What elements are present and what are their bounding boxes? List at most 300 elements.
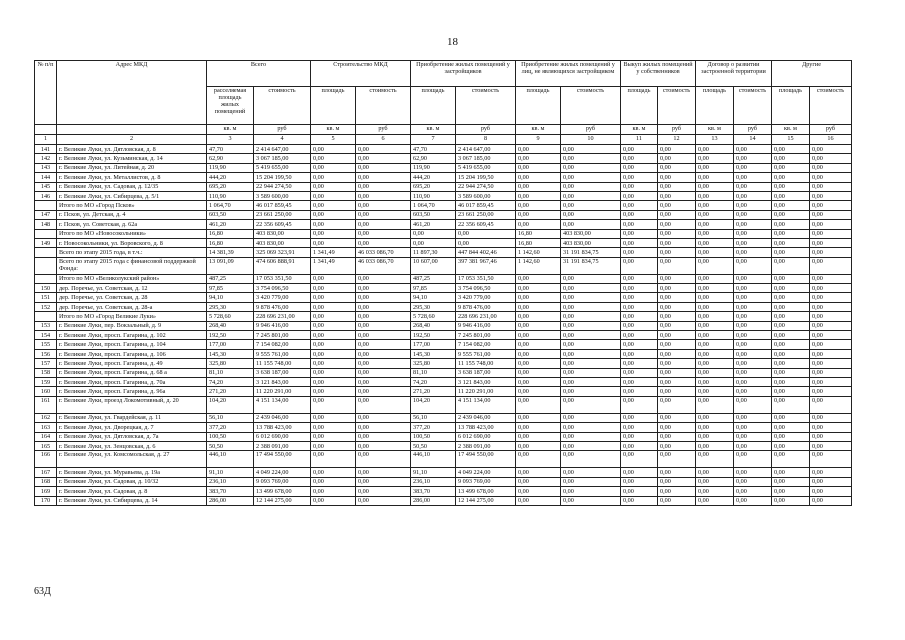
row-value: 16,80: [207, 238, 254, 247]
row-value: 0,00: [810, 302, 852, 311]
row-address: г. Великие Луки, ул. Дятловская, д. 8: [57, 145, 207, 154]
subheader-cost: стоимость: [456, 87, 516, 125]
row-value: 2 439 046,00: [456, 413, 516, 422]
row-number: 160: [35, 387, 57, 396]
row-value: 0,00: [696, 487, 734, 496]
row-number: 141: [35, 145, 57, 154]
row-value: 22 356 609,45: [254, 220, 311, 229]
subheader-area: площадь: [311, 87, 356, 125]
row-value: 0,00: [356, 487, 411, 496]
row-value: 0,00: [311, 377, 356, 386]
row-value: 0,00: [658, 359, 696, 368]
row-address: г. Великие Луки, просп. Гагарина, д. 104: [57, 340, 207, 349]
row-value: 0,00: [696, 248, 734, 257]
row-value: 0,00: [621, 248, 658, 257]
row-value: 0,00: [356, 321, 411, 330]
subheader-cost: стоимость: [356, 87, 411, 125]
row-value: 4 049 224,00: [254, 468, 311, 477]
table-row: [35, 496, 852, 505]
row-value: 7 154 082,00: [456, 340, 516, 349]
row-value: 0,00: [772, 321, 810, 330]
table-row: [35, 413, 852, 422]
row-value: 145,30: [411, 349, 456, 358]
unit-sqm: кв. м: [516, 125, 561, 135]
row-value: 11 220 291,00: [456, 387, 516, 396]
row-value: 0,00: [696, 477, 734, 486]
table-row: [35, 229, 852, 238]
row-address: г. Великие Луки, просп. Гагарина, д. 49: [57, 359, 207, 368]
unit-sqm: кв. м: [696, 125, 734, 135]
row-value: 0,00: [456, 229, 516, 238]
row-value: 0,00: [356, 293, 411, 302]
row-value: 0,00: [696, 173, 734, 182]
row-value: 9 946 416,00: [254, 321, 311, 330]
row-value: 0,00: [734, 274, 772, 283]
table-row: [35, 331, 852, 340]
row-value: 17 053 351,50: [456, 274, 516, 283]
row-value: 0,00: [734, 229, 772, 238]
row-value: 0,00: [516, 274, 561, 283]
row-number: 146: [35, 191, 57, 200]
row-value: 0,00: [772, 201, 810, 210]
row-value: 0,00: [734, 173, 772, 182]
col-number: 6: [356, 135, 411, 145]
row-value: 0,00: [810, 477, 852, 486]
row-value: 0,00: [658, 496, 696, 505]
row-value: 0,00: [696, 441, 734, 450]
row-value: 12 144 275,00: [456, 496, 516, 505]
row-value: 0,00: [810, 248, 852, 257]
row-value: 31 191 834,75: [561, 257, 621, 274]
row-value: 0,00: [734, 284, 772, 293]
row-number: [35, 274, 57, 283]
row-number: 150: [35, 284, 57, 293]
row-value: 0,00: [311, 368, 356, 377]
row-value: 0,00: [311, 331, 356, 340]
row-value: 91,10: [207, 468, 254, 477]
row-address: г. Великие Луки, проезд Локомотивный, д. 20: [57, 396, 207, 413]
row-value: 0,00: [356, 173, 411, 182]
row-value: 0,00: [621, 432, 658, 441]
row-value: 286,00: [411, 496, 456, 505]
row-address: дер. Поречье, ул. Советская, д. 12: [57, 284, 207, 293]
row-value: 0,00: [356, 238, 411, 247]
row-value: 0,00: [516, 441, 561, 450]
header-num: № п/п: [35, 61, 57, 125]
row-value: 461,20: [411, 220, 456, 229]
row-value: 97,85: [207, 284, 254, 293]
row-value: 0,00: [561, 321, 621, 330]
page-number: 18: [447, 36, 458, 48]
row-value: 0,00: [734, 487, 772, 496]
row-value: 46 017 859,45: [254, 201, 311, 210]
unit-rub: руб: [561, 125, 621, 135]
row-value: 0,00: [621, 238, 658, 247]
row-address: г. Великие Луки, ул. Сибирцева, д. 14: [57, 496, 207, 505]
table-row: [35, 451, 852, 468]
row-value: 1 142,60: [516, 248, 561, 257]
row-value: 0,00: [772, 248, 810, 257]
row-value: 403 830,00: [561, 229, 621, 238]
row-value: 56,10: [411, 413, 456, 422]
row-value: 0,00: [311, 154, 356, 163]
row-value: 0,00: [772, 163, 810, 172]
row-value: 0,00: [696, 274, 734, 283]
row-value: 0,00: [311, 274, 356, 283]
row-value: 0,00: [356, 349, 411, 358]
housing-register-table: [34, 60, 852, 506]
row-value: 603,50: [411, 210, 456, 219]
row-value: 0,00: [696, 451, 734, 468]
row-value: 446,10: [207, 451, 254, 468]
row-number: 143: [35, 163, 57, 172]
row-value: 0,00: [621, 368, 658, 377]
row-value: 0,00: [516, 377, 561, 386]
row-value: 271,20: [411, 387, 456, 396]
header-contract: Договор о развитии застроенной территории: [696, 61, 772, 87]
row-value: 6 012 690,00: [254, 432, 311, 441]
row-value: 7 245 801,00: [254, 331, 311, 340]
row-number: 154: [35, 331, 57, 340]
row-value: 3 067 185,00: [254, 154, 311, 163]
row-value: 0,00: [810, 387, 852, 396]
col-number: 3: [207, 135, 254, 145]
row-value: 0,00: [516, 432, 561, 441]
row-value: 0,00: [561, 312, 621, 321]
table-row: [35, 349, 852, 358]
row-value: 0,00: [311, 229, 356, 238]
row-value: 3 638 187,00: [254, 368, 311, 377]
row-value: 23 661 250,00: [456, 210, 516, 219]
row-value: 3 420 779,00: [254, 293, 311, 302]
row-value: 0,00: [356, 496, 411, 505]
subheader-cost: стоимость: [561, 87, 621, 125]
row-value: 0,00: [696, 387, 734, 396]
row-value: 104,20: [207, 396, 254, 413]
row-value: 444,20: [207, 173, 254, 182]
row-value: 0,00: [356, 477, 411, 486]
row-value: 0,00: [658, 321, 696, 330]
row-value: 9 093 769,00: [254, 477, 311, 486]
col-number: 7: [411, 135, 456, 145]
col-number: 13: [696, 135, 734, 145]
row-value: 1 142,60: [516, 257, 561, 274]
col-number: 2: [57, 135, 207, 145]
row-value: 0,00: [810, 274, 852, 283]
row-value: 11 155 748,00: [254, 359, 311, 368]
row-value: 0,00: [810, 451, 852, 468]
row-value: 0,00: [810, 432, 852, 441]
row-value: 447 844 402,46: [456, 248, 516, 257]
row-value: 228 696 231,00: [456, 312, 516, 321]
row-value: 0,00: [561, 349, 621, 358]
row-value: 0,00: [658, 248, 696, 257]
row-value: 0,00: [696, 257, 734, 274]
row-value: 192,50: [411, 331, 456, 340]
row-value: 119,90: [411, 163, 456, 172]
col-number: 14: [734, 135, 772, 145]
row-value: 0,00: [621, 468, 658, 477]
row-value: 0,00: [658, 423, 696, 432]
row-value: 0,00: [734, 248, 772, 257]
row-value: 192,50: [207, 331, 254, 340]
row-value: 22 944 274,50: [456, 182, 516, 191]
row-value: 0,00: [561, 201, 621, 210]
row-value: 0,00: [356, 302, 411, 311]
row-value: 0,00: [734, 441, 772, 450]
row-value: 31 191 834,75: [561, 248, 621, 257]
row-value: 0,00: [658, 331, 696, 340]
table-row: [35, 201, 852, 210]
col-number: 8: [456, 135, 516, 145]
row-value: 81,10: [207, 368, 254, 377]
table-body: [35, 145, 852, 506]
row-value: 271,20: [207, 387, 254, 396]
row-value: 0,00: [772, 468, 810, 477]
row-value: 236,10: [207, 477, 254, 486]
row-value: 0,00: [810, 321, 852, 330]
row-address: г. Великие Луки, просп. Гагарина, д. 68 а: [57, 368, 207, 377]
row-value: 0,00: [356, 191, 411, 200]
row-value: 0,00: [810, 312, 852, 321]
row-value: 13 091,09: [207, 257, 254, 274]
row-value: 0,00: [356, 220, 411, 229]
row-value: 0,00: [356, 451, 411, 468]
row-value: 0,00: [561, 423, 621, 432]
row-value: 0,00: [516, 145, 561, 154]
row-value: 0,00: [734, 396, 772, 413]
row-value: 0,00: [621, 423, 658, 432]
row-value: 0,00: [311, 468, 356, 477]
row-value: 3 589 600,00: [254, 191, 311, 200]
row-value: 0,00: [734, 387, 772, 396]
table-row: [35, 423, 852, 432]
row-address: г. Великие Луки, ул. Комсомольская, д. 27: [57, 451, 207, 468]
header-construction: Строительство МКД: [311, 61, 411, 87]
row-value: 0,00: [658, 210, 696, 219]
row-value: 0,00: [696, 154, 734, 163]
row-value: 0,00: [696, 468, 734, 477]
row-value: 0,00: [734, 145, 772, 154]
row-value: 0,00: [810, 377, 852, 386]
unit-rub: руб: [810, 125, 852, 135]
subheader-area: площадь: [621, 87, 658, 125]
row-value: 0,00: [734, 182, 772, 191]
row-value: 603,50: [207, 210, 254, 219]
row-value: 0,00: [734, 377, 772, 386]
row-value: 0,00: [311, 220, 356, 229]
row-number: 144: [35, 173, 57, 182]
row-address: г. Великие Луки, ул. Сибирцева, д. 5/1: [57, 191, 207, 200]
row-value: 0,00: [734, 191, 772, 200]
row-value: 0,00: [772, 191, 810, 200]
row-value: 0,00: [621, 154, 658, 163]
row-value: 0,00: [311, 293, 356, 302]
row-value: 0,00: [516, 163, 561, 172]
row-value: 0,00: [696, 238, 734, 247]
row-number: 148: [35, 220, 57, 229]
header-address: Адрес МКД: [57, 61, 207, 125]
row-value: 15 204 199,50: [254, 173, 311, 182]
row-value: 0,00: [696, 377, 734, 386]
row-value: 0,00: [658, 451, 696, 468]
row-value: 0,00: [810, 331, 852, 340]
subheader-area-total: расселяемая площадь жилых помещений: [207, 87, 254, 125]
row-value: 0,00: [311, 496, 356, 505]
row-value: 0,00: [561, 191, 621, 200]
row-value: 91,10: [411, 468, 456, 477]
row-value: 22 944 274,50: [254, 182, 311, 191]
row-value: 0,00: [658, 413, 696, 422]
header-acq-nondevelopers: Приобретение жилых помещений у лиц, не являющихся застройщиком: [516, 61, 621, 87]
row-value: 0,00: [311, 210, 356, 219]
row-number: 169: [35, 487, 57, 496]
row-value: 0,00: [561, 477, 621, 486]
row-value: 0,00: [516, 423, 561, 432]
row-value: 0,00: [356, 154, 411, 163]
row-value: 0,00: [311, 312, 356, 321]
row-value: 0,00: [311, 163, 356, 172]
row-value: 3 420 779,00: [456, 293, 516, 302]
row-address: г. Великие Луки, просп. Гагарина, д. 70а: [57, 377, 207, 386]
row-value: 0,00: [658, 349, 696, 358]
row-value: 228 696 231,00: [254, 312, 311, 321]
row-value: 0,00: [456, 238, 516, 247]
row-value: 0,00: [772, 477, 810, 486]
table-row: [35, 154, 852, 163]
row-address: г. Новосокольники, ул. Воровского, д. 8: [57, 238, 207, 247]
row-number: 164: [35, 432, 57, 441]
row-value: 0,00: [772, 257, 810, 274]
row-value: 0,00: [311, 387, 356, 396]
row-value: 0,00: [356, 182, 411, 191]
row-value: 3 638 187,00: [456, 368, 516, 377]
unit-sqm: кв. м: [621, 125, 658, 135]
row-value: 46 033 086,70: [356, 248, 411, 257]
row-value: 0,00: [658, 284, 696, 293]
table-row: [35, 248, 852, 257]
row-value: 0,00: [516, 496, 561, 505]
row-address: Всего по этапу 2015 года с финансовой поддержкой Фонда:: [57, 257, 207, 274]
row-number: 142: [35, 154, 57, 163]
row-number: 168: [35, 477, 57, 486]
row-value: 325 069 323,91: [254, 248, 311, 257]
row-address: г. Великие Луки, просп. Гагарина, д. 96а: [57, 387, 207, 396]
row-address: г. Великие Луки, ул. Дятловская, д. 7а: [57, 432, 207, 441]
row-value: 0,00: [621, 496, 658, 505]
row-value: 0,00: [561, 359, 621, 368]
row-value: 9 555 761,00: [254, 349, 311, 358]
row-value: 0,00: [621, 173, 658, 182]
row-value: 0,00: [734, 413, 772, 422]
row-number: 158: [35, 368, 57, 377]
row-value: 0,00: [658, 396, 696, 413]
row-value: 0,00: [356, 387, 411, 396]
row-value: 0,00: [810, 441, 852, 450]
row-value: 12 144 275,00: [254, 496, 311, 505]
row-value: 0,00: [696, 496, 734, 505]
row-value: 0,00: [734, 432, 772, 441]
row-value: 1 064,70: [207, 201, 254, 210]
row-value: 0,00: [734, 163, 772, 172]
row-value: 0,00: [561, 387, 621, 396]
row-value: 0,00: [621, 229, 658, 238]
table-row: [35, 238, 852, 247]
row-value: 0,00: [356, 368, 411, 377]
row-value: 0,00: [658, 257, 696, 274]
row-value: 0,00: [621, 191, 658, 200]
row-value: 7 245 801,00: [456, 331, 516, 340]
row-value: 0,00: [516, 451, 561, 468]
table-row: [35, 487, 852, 496]
row-value: 0,00: [810, 496, 852, 505]
row-value: 0,00: [772, 413, 810, 422]
row-value: 0,00: [516, 349, 561, 358]
row-value: 0,00: [311, 340, 356, 349]
row-value: 0,00: [658, 220, 696, 229]
table-row: [35, 220, 852, 229]
row-value: 0,00: [658, 201, 696, 210]
row-value: 0,00: [356, 340, 411, 349]
row-value: 403 830,00: [561, 238, 621, 247]
row-value: 0,00: [772, 293, 810, 302]
row-value: 0,00: [311, 413, 356, 422]
row-value: 0,00: [658, 163, 696, 172]
row-value: 0,00: [516, 201, 561, 210]
row-address: г. Великие Луки, просп. Гагарина, д. 102: [57, 331, 207, 340]
row-value: 0,00: [621, 293, 658, 302]
subheader-area: площадь: [696, 87, 734, 125]
row-value: 0,00: [561, 284, 621, 293]
unit-sqm: кв. м: [207, 125, 254, 135]
row-address: г. Великие Луки, ул. Зенцовская, д. 6: [57, 441, 207, 450]
row-value: 295,30: [207, 302, 254, 311]
row-value: 0,00: [696, 349, 734, 358]
row-value: 0,00: [696, 396, 734, 413]
row-value: 50,50: [411, 441, 456, 450]
row-value: 0,00: [696, 340, 734, 349]
row-address: г. Великие Луки, ул. Кузьминская, д. 14: [57, 154, 207, 163]
row-value: 13 788 423,00: [254, 423, 311, 432]
table-row: [35, 477, 852, 486]
row-value: 0,00: [621, 182, 658, 191]
unit-sqm: кв. м: [411, 125, 456, 135]
row-value: 0,00: [621, 413, 658, 422]
row-value: 0,00: [658, 340, 696, 349]
row-value: 0,00: [658, 229, 696, 238]
row-value: 377,20: [207, 423, 254, 432]
row-value: 0,00: [810, 182, 852, 191]
row-value: 1 064,70: [411, 201, 456, 210]
row-value: 0,00: [658, 468, 696, 477]
row-value: 0,00: [356, 441, 411, 450]
row-value: 0,00: [621, 210, 658, 219]
row-value: 0,00: [311, 451, 356, 468]
row-value: 0,00: [810, 210, 852, 219]
row-value: 74,20: [207, 377, 254, 386]
row-value: 0,00: [516, 154, 561, 163]
row-value: 0,00: [311, 302, 356, 311]
row-value: 0,00: [810, 173, 852, 182]
row-value: 0,00: [772, 182, 810, 191]
row-value: 0,00: [311, 487, 356, 496]
row-value: 0,00: [658, 302, 696, 311]
row-value: 0,00: [772, 423, 810, 432]
row-value: 13 788 423,00: [456, 423, 516, 432]
row-value: 403 830,00: [254, 238, 311, 247]
row-value: 0,00: [516, 284, 561, 293]
row-value: 3 121 843,00: [456, 377, 516, 386]
